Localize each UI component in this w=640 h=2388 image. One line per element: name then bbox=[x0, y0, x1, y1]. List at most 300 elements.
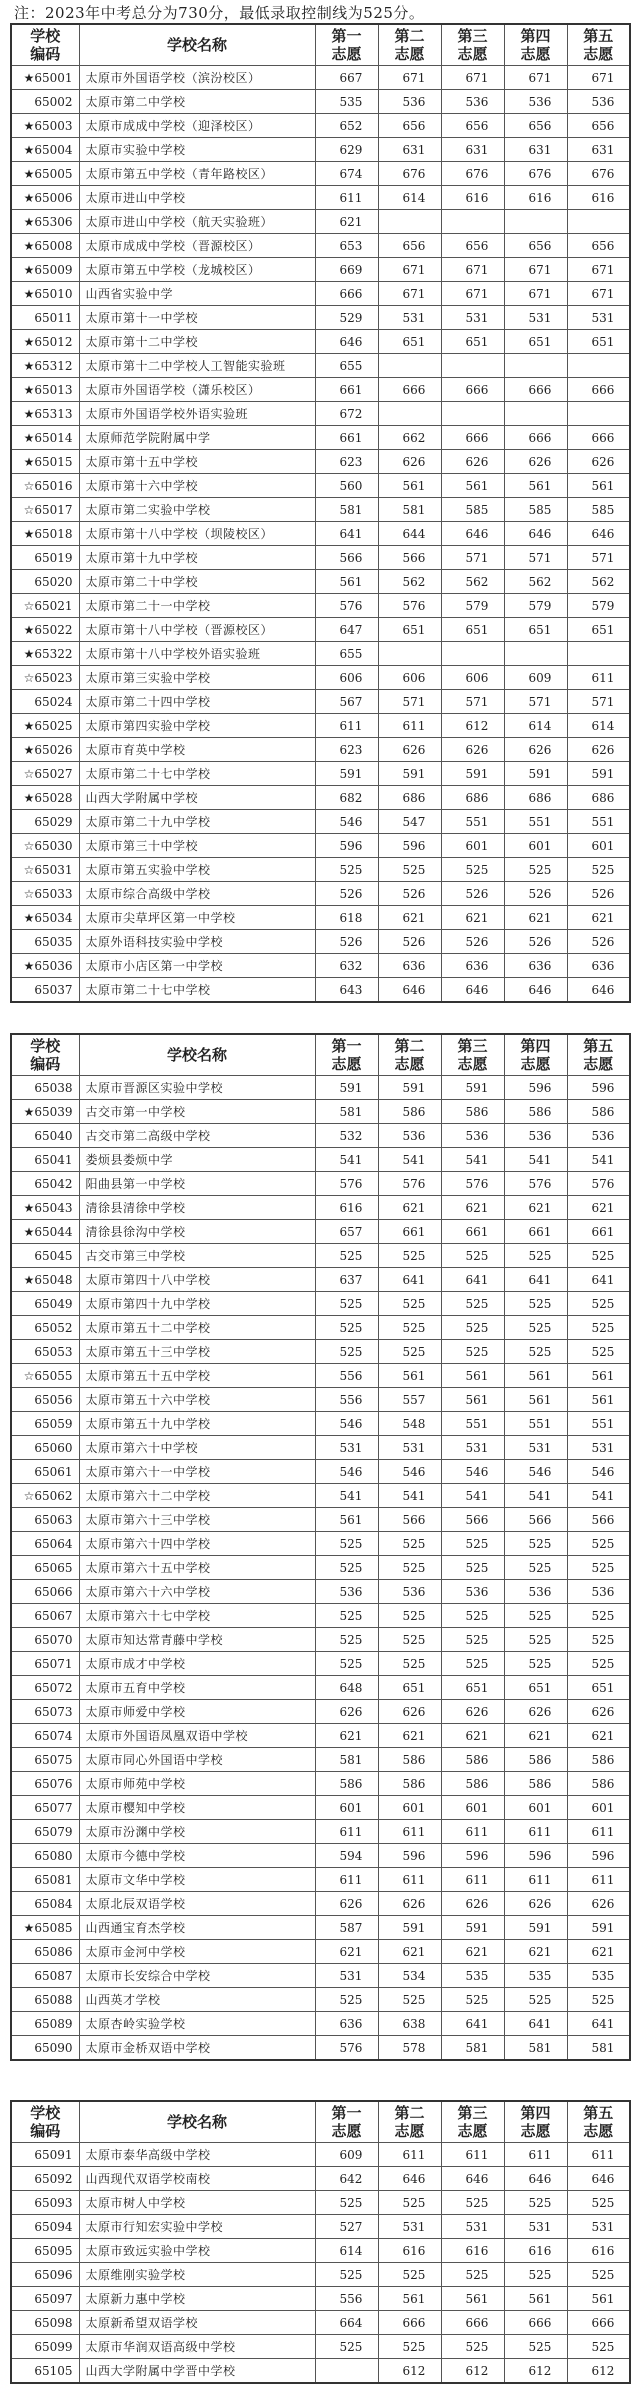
table-row bbox=[11, 1892, 630, 1916]
choice3-score: 525 bbox=[441, 1628, 504, 1652]
choice5-score: 585 bbox=[567, 498, 630, 522]
choice5-header bbox=[567, 24, 630, 66]
choice3-score: 585 bbox=[441, 498, 504, 522]
choice2-score: 562 bbox=[378, 570, 441, 594]
choice4-score: 561 bbox=[504, 1388, 567, 1412]
choice3-score: 611 bbox=[441, 1820, 504, 1844]
choice3-score: 576 bbox=[441, 1172, 504, 1196]
choice2-score: 566 bbox=[378, 546, 441, 570]
school-name: 太原市第十六中学校 bbox=[79, 474, 315, 498]
school-name: 古交市第一中学校 bbox=[79, 1100, 315, 1124]
choice2-score: 525 bbox=[378, 2263, 441, 2287]
choice4-score: 526 bbox=[504, 882, 567, 906]
choice3-header bbox=[441, 1034, 504, 1076]
school-code: ☆65030 bbox=[11, 834, 79, 858]
choice3-score: 601 bbox=[441, 834, 504, 858]
school-name: 太原市第六十三中学校 bbox=[79, 1508, 315, 1532]
school-name: 太原新力惠中学校 bbox=[79, 2287, 315, 2311]
school-name: 太原维刚实验学校 bbox=[79, 2263, 315, 2287]
choice5-score: 571 bbox=[567, 546, 630, 570]
choice4-score: 525 bbox=[504, 2191, 567, 2215]
choice5-score: 651 bbox=[567, 330, 630, 354]
choice4-score: 611 bbox=[504, 2143, 567, 2167]
choice1-score: 525 bbox=[315, 1244, 378, 1268]
school-name: 太原市第六十一中学校 bbox=[79, 1460, 315, 1484]
table-row bbox=[11, 2036, 630, 2061]
choice2-score: 591 bbox=[378, 762, 441, 786]
choice5-score: 596 bbox=[567, 1844, 630, 1868]
choice5-score: 611 bbox=[567, 2143, 630, 2167]
school-name: 太原市第二十四中学校 bbox=[79, 690, 315, 714]
table-row bbox=[11, 90, 630, 114]
choice3-score: 525 bbox=[441, 1292, 504, 1316]
choice5-score: 631 bbox=[567, 138, 630, 162]
choice2-score: 525 bbox=[378, 1340, 441, 1364]
choice2-score: 561 bbox=[378, 2287, 441, 2311]
choice1-score: 657 bbox=[315, 1220, 378, 1244]
school-code: ★65036 bbox=[11, 954, 79, 978]
choice1-score: 672 bbox=[315, 402, 378, 426]
choice2-score: 646 bbox=[378, 978, 441, 1003]
choice2-score: 525 bbox=[378, 1532, 441, 1556]
choice4-score: 591 bbox=[504, 1916, 567, 1940]
choice5-score: 651 bbox=[567, 618, 630, 642]
table-row bbox=[11, 930, 630, 954]
choice4-score: 525 bbox=[504, 1244, 567, 1268]
choice1-score: 666 bbox=[315, 282, 378, 306]
choice4-score: 525 bbox=[504, 2263, 567, 2287]
school-code: 65053 bbox=[11, 1340, 79, 1364]
school-code: 65080 bbox=[11, 1844, 79, 1868]
choice5-score: 525 bbox=[567, 1244, 630, 1268]
choice2-score: 636 bbox=[378, 954, 441, 978]
choice1-score: 525 bbox=[315, 1988, 378, 2012]
choice3-score: 671 bbox=[441, 258, 504, 282]
table-row bbox=[11, 954, 630, 978]
choice5-score: 666 bbox=[567, 2311, 630, 2335]
choice4-score: 641 bbox=[504, 2012, 567, 2036]
choice1-score: 556 bbox=[315, 1388, 378, 1412]
school-code: ★65013 bbox=[11, 378, 79, 402]
header-label: 志愿 bbox=[520, 1055, 551, 1073]
school-name: 太原市樱知中学校 bbox=[79, 1796, 315, 1820]
choice1-score: 641 bbox=[315, 522, 378, 546]
school-name: 太原市第二十一中学校 bbox=[79, 594, 315, 618]
school-code: 65045 bbox=[11, 1244, 79, 1268]
table-row bbox=[11, 1508, 630, 1532]
choice1-score: 525 bbox=[315, 2263, 378, 2287]
choice4-score: 631 bbox=[504, 138, 567, 162]
table-row bbox=[11, 234, 630, 258]
school-code: 65041 bbox=[11, 1148, 79, 1172]
school-name: 太原市第十一中学校 bbox=[79, 306, 315, 330]
table-row bbox=[11, 690, 630, 714]
school-code: 65063 bbox=[11, 1508, 79, 1532]
table-row bbox=[11, 762, 630, 786]
choice2-score: 576 bbox=[378, 1172, 441, 1196]
table-row bbox=[11, 258, 630, 282]
school-name: 太原市第十八中学校（坝陵校区） bbox=[79, 522, 315, 546]
choice4-score: 525 bbox=[504, 1316, 567, 1340]
choice1-score: 611 bbox=[315, 186, 378, 210]
table-row bbox=[11, 1604, 630, 1628]
school-name: 太原市第二十七中学校 bbox=[79, 978, 315, 1003]
header-label: 第四 bbox=[520, 2104, 551, 2122]
table-row bbox=[11, 2239, 630, 2263]
choice3-score: 581 bbox=[441, 2036, 504, 2061]
choice1-score: 532 bbox=[315, 1124, 378, 1148]
school-name: 清徐县徐沟中学校 bbox=[79, 1220, 315, 1244]
choice2-score: 586 bbox=[378, 1100, 441, 1124]
choice1-score: 636 bbox=[315, 2012, 378, 2036]
school-name: 太原市第五中学校（龙城校区） bbox=[79, 258, 315, 282]
header-label: 学校名称 bbox=[166, 2113, 227, 2131]
school-name: 太原外语科技实验中学校 bbox=[79, 930, 315, 954]
table-row bbox=[11, 330, 630, 354]
header-label: 编码 bbox=[30, 2122, 61, 2140]
choice2-score: 525 bbox=[378, 1988, 441, 2012]
choice2-score: 525 bbox=[378, 1292, 441, 1316]
choice4-score: 671 bbox=[504, 66, 567, 90]
choice2-score: 541 bbox=[378, 1484, 441, 1508]
table-row bbox=[11, 2359, 630, 2384]
choice5-score: 531 bbox=[567, 306, 630, 330]
school-code: ★65085 bbox=[11, 1916, 79, 1940]
school-code: ★65009 bbox=[11, 258, 79, 282]
choice4-score: 561 bbox=[504, 2287, 567, 2311]
choice4-score: 546 bbox=[504, 1460, 567, 1484]
choice3-score: 525 bbox=[441, 1556, 504, 1580]
choice2-score: 534 bbox=[378, 1964, 441, 1988]
choice2-score: 525 bbox=[378, 858, 441, 882]
school-code: 65090 bbox=[11, 2036, 79, 2061]
table-row bbox=[11, 306, 630, 330]
header-row bbox=[11, 2101, 630, 2143]
choice2-score: 638 bbox=[378, 2012, 441, 2036]
table-row bbox=[11, 1916, 630, 1940]
school-code: 65035 bbox=[11, 930, 79, 954]
choice5-score: 531 bbox=[567, 2215, 630, 2239]
table-row bbox=[11, 1772, 630, 1796]
choice3-score: 646 bbox=[441, 978, 504, 1003]
table-row bbox=[11, 546, 630, 570]
choice5-score: 561 bbox=[567, 1364, 630, 1388]
choice5-score bbox=[567, 642, 630, 666]
table-row bbox=[11, 570, 630, 594]
choice3-score: 671 bbox=[441, 282, 504, 306]
choice3-score: 525 bbox=[441, 2191, 504, 2215]
table-row bbox=[11, 1940, 630, 1964]
choice5-score: 596 bbox=[567, 1076, 630, 1100]
choice1-score: 667 bbox=[315, 66, 378, 90]
choice5-score: 525 bbox=[567, 1556, 630, 1580]
choice5-score: 525 bbox=[567, 1316, 630, 1340]
choice4-score: 676 bbox=[504, 162, 567, 186]
choice2-score bbox=[378, 210, 441, 234]
school-code: 65079 bbox=[11, 1820, 79, 1844]
choice3-score: 641 bbox=[441, 1268, 504, 1292]
choice3-score: 671 bbox=[441, 66, 504, 90]
choice4-score: 585 bbox=[504, 498, 567, 522]
header-label: 第三 bbox=[457, 27, 488, 45]
choice4-score: 586 bbox=[504, 1748, 567, 1772]
choice4-score: 614 bbox=[504, 714, 567, 738]
choice1-score: 576 bbox=[315, 594, 378, 618]
choice1-score: 596 bbox=[315, 834, 378, 858]
school-code: 65092 bbox=[11, 2167, 79, 2191]
school-code: ★65044 bbox=[11, 1220, 79, 1244]
school-name: 太原市第二十中学校 bbox=[79, 570, 315, 594]
choice1-score: 626 bbox=[315, 1700, 378, 1724]
choice1-score: 525 bbox=[315, 1340, 378, 1364]
school-name: 太原市文华中学校 bbox=[79, 1868, 315, 1892]
choice3-score: 612 bbox=[441, 2359, 504, 2384]
table-row bbox=[11, 1796, 630, 1820]
choice1-score: 525 bbox=[315, 2335, 378, 2359]
school-code: 65038 bbox=[11, 1076, 79, 1100]
header-label: 志愿 bbox=[457, 1055, 488, 1073]
choice5-score: 525 bbox=[567, 1628, 630, 1652]
choice3-score: 586 bbox=[441, 1100, 504, 1124]
choice3-score: 525 bbox=[441, 1340, 504, 1364]
choice2-score: 531 bbox=[378, 306, 441, 330]
choice5-header bbox=[567, 2101, 630, 2143]
choice2-score: 525 bbox=[378, 1628, 441, 1652]
school-name: 太原市育英中学校 bbox=[79, 738, 315, 762]
header-label: 学校 bbox=[30, 27, 61, 45]
school-code: 65105 bbox=[11, 2359, 79, 2384]
choice4-score: 571 bbox=[504, 546, 567, 570]
school-name: 太原市第五中学校（青年路校区） bbox=[79, 162, 315, 186]
table-row bbox=[11, 282, 630, 306]
choice3-score: 626 bbox=[441, 1700, 504, 1724]
school-code: ★65018 bbox=[11, 522, 79, 546]
choice4-score: 525 bbox=[504, 1652, 567, 1676]
table-row bbox=[11, 2143, 630, 2167]
table-row bbox=[11, 1820, 630, 1844]
school-code: 65029 bbox=[11, 810, 79, 834]
choice3-score: 525 bbox=[441, 1532, 504, 1556]
school-code: 65049 bbox=[11, 1292, 79, 1316]
choice2-header bbox=[378, 2101, 441, 2143]
choice3-score: 531 bbox=[441, 2215, 504, 2239]
choice5-score bbox=[567, 210, 630, 234]
table-row bbox=[11, 186, 630, 210]
choice3-score: 591 bbox=[441, 762, 504, 786]
school-code: 65088 bbox=[11, 1988, 79, 2012]
choice1-score: 611 bbox=[315, 1820, 378, 1844]
choice4-score: 525 bbox=[504, 1532, 567, 1556]
admission-table-3 bbox=[10, 2100, 631, 2384]
choice1-score: 664 bbox=[315, 2311, 378, 2335]
choice3-score: 666 bbox=[441, 426, 504, 450]
header-label: 学校 bbox=[30, 2104, 61, 2122]
choice4-score: 596 bbox=[504, 1844, 567, 1868]
choice5-score: 636 bbox=[567, 954, 630, 978]
choice3-score: 646 bbox=[441, 2167, 504, 2191]
choice5-header bbox=[567, 1034, 630, 1076]
school-name: 太原市今德中学校 bbox=[79, 1844, 315, 1868]
school-code: 65084 bbox=[11, 1892, 79, 1916]
school-name: 古交市第三中学校 bbox=[79, 1244, 315, 1268]
choice4-score: 586 bbox=[504, 1100, 567, 1124]
choice4-score: 626 bbox=[504, 738, 567, 762]
choice2-score: 581 bbox=[378, 498, 441, 522]
school-code: 65096 bbox=[11, 2263, 79, 2287]
school-name: 太原市金河中学校 bbox=[79, 1940, 315, 1964]
school-code: ★65025 bbox=[11, 714, 79, 738]
school-code: 65064 bbox=[11, 1532, 79, 1556]
choice5-score: 621 bbox=[567, 1940, 630, 1964]
table-row bbox=[11, 2191, 630, 2215]
choice1-score: 525 bbox=[315, 1532, 378, 1556]
school-name: 太原市第十二中学校人工智能实验班 bbox=[79, 354, 315, 378]
choice3-score: 536 bbox=[441, 90, 504, 114]
school-name: 山西现代双语学校南校 bbox=[79, 2167, 315, 2191]
school-code: ☆65023 bbox=[11, 666, 79, 690]
choice1-score: 609 bbox=[315, 2143, 378, 2167]
table-row bbox=[11, 354, 630, 378]
choice1-score: 525 bbox=[315, 1652, 378, 1676]
table-row bbox=[11, 378, 630, 402]
choice3-score: 561 bbox=[441, 474, 504, 498]
choice2-score: 611 bbox=[378, 1868, 441, 1892]
choice1-score: 669 bbox=[315, 258, 378, 282]
choice2-score: 531 bbox=[378, 1436, 441, 1460]
choice2-score: 586 bbox=[378, 1772, 441, 1796]
school-code: ☆65017 bbox=[11, 498, 79, 522]
choice3-score: 666 bbox=[441, 378, 504, 402]
choice5-score: 525 bbox=[567, 2263, 630, 2287]
school-name: 太原市第五十九中学校 bbox=[79, 1412, 315, 1436]
school-name: 太原市外国语凤凰双语中学校 bbox=[79, 1724, 315, 1748]
choice2-score: 525 bbox=[378, 2335, 441, 2359]
school-code: 65097 bbox=[11, 2287, 79, 2311]
choice4-score: 541 bbox=[504, 1148, 567, 1172]
choice2-score: 611 bbox=[378, 1820, 441, 1844]
choice1-score: 527 bbox=[315, 2215, 378, 2239]
choice2-score: 671 bbox=[378, 66, 441, 90]
choice4-score bbox=[504, 354, 567, 378]
school-code: 65060 bbox=[11, 1436, 79, 1460]
choice1-score: 621 bbox=[315, 210, 378, 234]
choice4-score: 626 bbox=[504, 1892, 567, 1916]
choice2-score: 596 bbox=[378, 834, 441, 858]
table-row bbox=[11, 426, 630, 450]
school-code: 65099 bbox=[11, 2335, 79, 2359]
choice1-score: 525 bbox=[315, 1556, 378, 1580]
choice2-score: 561 bbox=[378, 1364, 441, 1388]
table-row bbox=[11, 666, 630, 690]
choice3-score: 535 bbox=[441, 1964, 504, 1988]
table-row bbox=[11, 498, 630, 522]
school-code: ★65004 bbox=[11, 138, 79, 162]
choice1-score: 529 bbox=[315, 306, 378, 330]
choice2-score: 651 bbox=[378, 1676, 441, 1700]
school-code: 65075 bbox=[11, 1748, 79, 1772]
choice1-score: 581 bbox=[315, 1100, 378, 1124]
table-row bbox=[11, 2167, 630, 2191]
table-row bbox=[11, 1436, 630, 1460]
choice3-score: 586 bbox=[441, 1748, 504, 1772]
table-row bbox=[11, 1340, 630, 1364]
header-row bbox=[11, 24, 630, 66]
choice2-score: 671 bbox=[378, 258, 441, 282]
school-code: ☆65033 bbox=[11, 882, 79, 906]
table-row bbox=[11, 1244, 630, 1268]
choice4-score: 621 bbox=[504, 1940, 567, 1964]
choice5-score: 586 bbox=[567, 1100, 630, 1124]
table-row bbox=[11, 2012, 630, 2036]
choice1-score: 531 bbox=[315, 1964, 378, 1988]
table-row bbox=[11, 402, 630, 426]
choice2-score: 571 bbox=[378, 690, 441, 714]
choice1-score: 526 bbox=[315, 882, 378, 906]
choice3-score: 546 bbox=[441, 1460, 504, 1484]
table-row bbox=[11, 2287, 630, 2311]
choice5-score: 614 bbox=[567, 714, 630, 738]
choice4-score: 651 bbox=[504, 330, 567, 354]
school-name: 太原市第五实验中学校 bbox=[79, 858, 315, 882]
table-row bbox=[11, 1676, 630, 1700]
choice5-score: 525 bbox=[567, 1532, 630, 1556]
choice2-score: 644 bbox=[378, 522, 441, 546]
choice4-score: 525 bbox=[504, 2335, 567, 2359]
choice4-score: 621 bbox=[504, 1724, 567, 1748]
school-name: 太原市成成中学校（迎泽校区） bbox=[79, 114, 315, 138]
choice4-score: 621 bbox=[504, 906, 567, 930]
choice5-score: 525 bbox=[567, 2191, 630, 2215]
table-row bbox=[11, 1580, 630, 1604]
choice2-score: 536 bbox=[378, 1580, 441, 1604]
choice1-score: 561 bbox=[315, 570, 378, 594]
choice3-score: 651 bbox=[441, 618, 504, 642]
choice3-score: 686 bbox=[441, 786, 504, 810]
choice3-score: 621 bbox=[441, 1724, 504, 1748]
choice4-score: 576 bbox=[504, 1172, 567, 1196]
header-label: 编码 bbox=[30, 1055, 61, 1073]
name-header bbox=[79, 24, 315, 66]
school-code: 65002 bbox=[11, 90, 79, 114]
school-name: 古交市第二高级中学校 bbox=[79, 1124, 315, 1148]
table-row bbox=[11, 882, 630, 906]
choice2-score: 641 bbox=[378, 1268, 441, 1292]
school-code: ★65006 bbox=[11, 186, 79, 210]
choice2-score: 621 bbox=[378, 1940, 441, 1964]
school-code: 65059 bbox=[11, 1412, 79, 1436]
school-code: 65042 bbox=[11, 1172, 79, 1196]
name-header bbox=[79, 2101, 315, 2143]
choice1-score: 626 bbox=[315, 1892, 378, 1916]
choice1-score: 637 bbox=[315, 1268, 378, 1292]
school-name: 太原市第二实验中学校 bbox=[79, 498, 315, 522]
choice1-score: 535 bbox=[315, 90, 378, 114]
school-name: 太原市第五十五中学校 bbox=[79, 1364, 315, 1388]
header-label: 志愿 bbox=[457, 2122, 488, 2140]
choice3-score bbox=[441, 354, 504, 378]
school-name: 太原市第二十九中学校 bbox=[79, 810, 315, 834]
choice3-score bbox=[441, 642, 504, 666]
choice4-score: 671 bbox=[504, 258, 567, 282]
school-code: ★65043 bbox=[11, 1196, 79, 1220]
choice1-score: 682 bbox=[315, 786, 378, 810]
choice5-score: 525 bbox=[567, 1652, 630, 1676]
school-code: 65052 bbox=[11, 1316, 79, 1340]
choice3-score: 541 bbox=[441, 1148, 504, 1172]
choice1-score: 591 bbox=[315, 762, 378, 786]
choice1-score: 621 bbox=[315, 1940, 378, 1964]
school-code: ☆65055 bbox=[11, 1364, 79, 1388]
